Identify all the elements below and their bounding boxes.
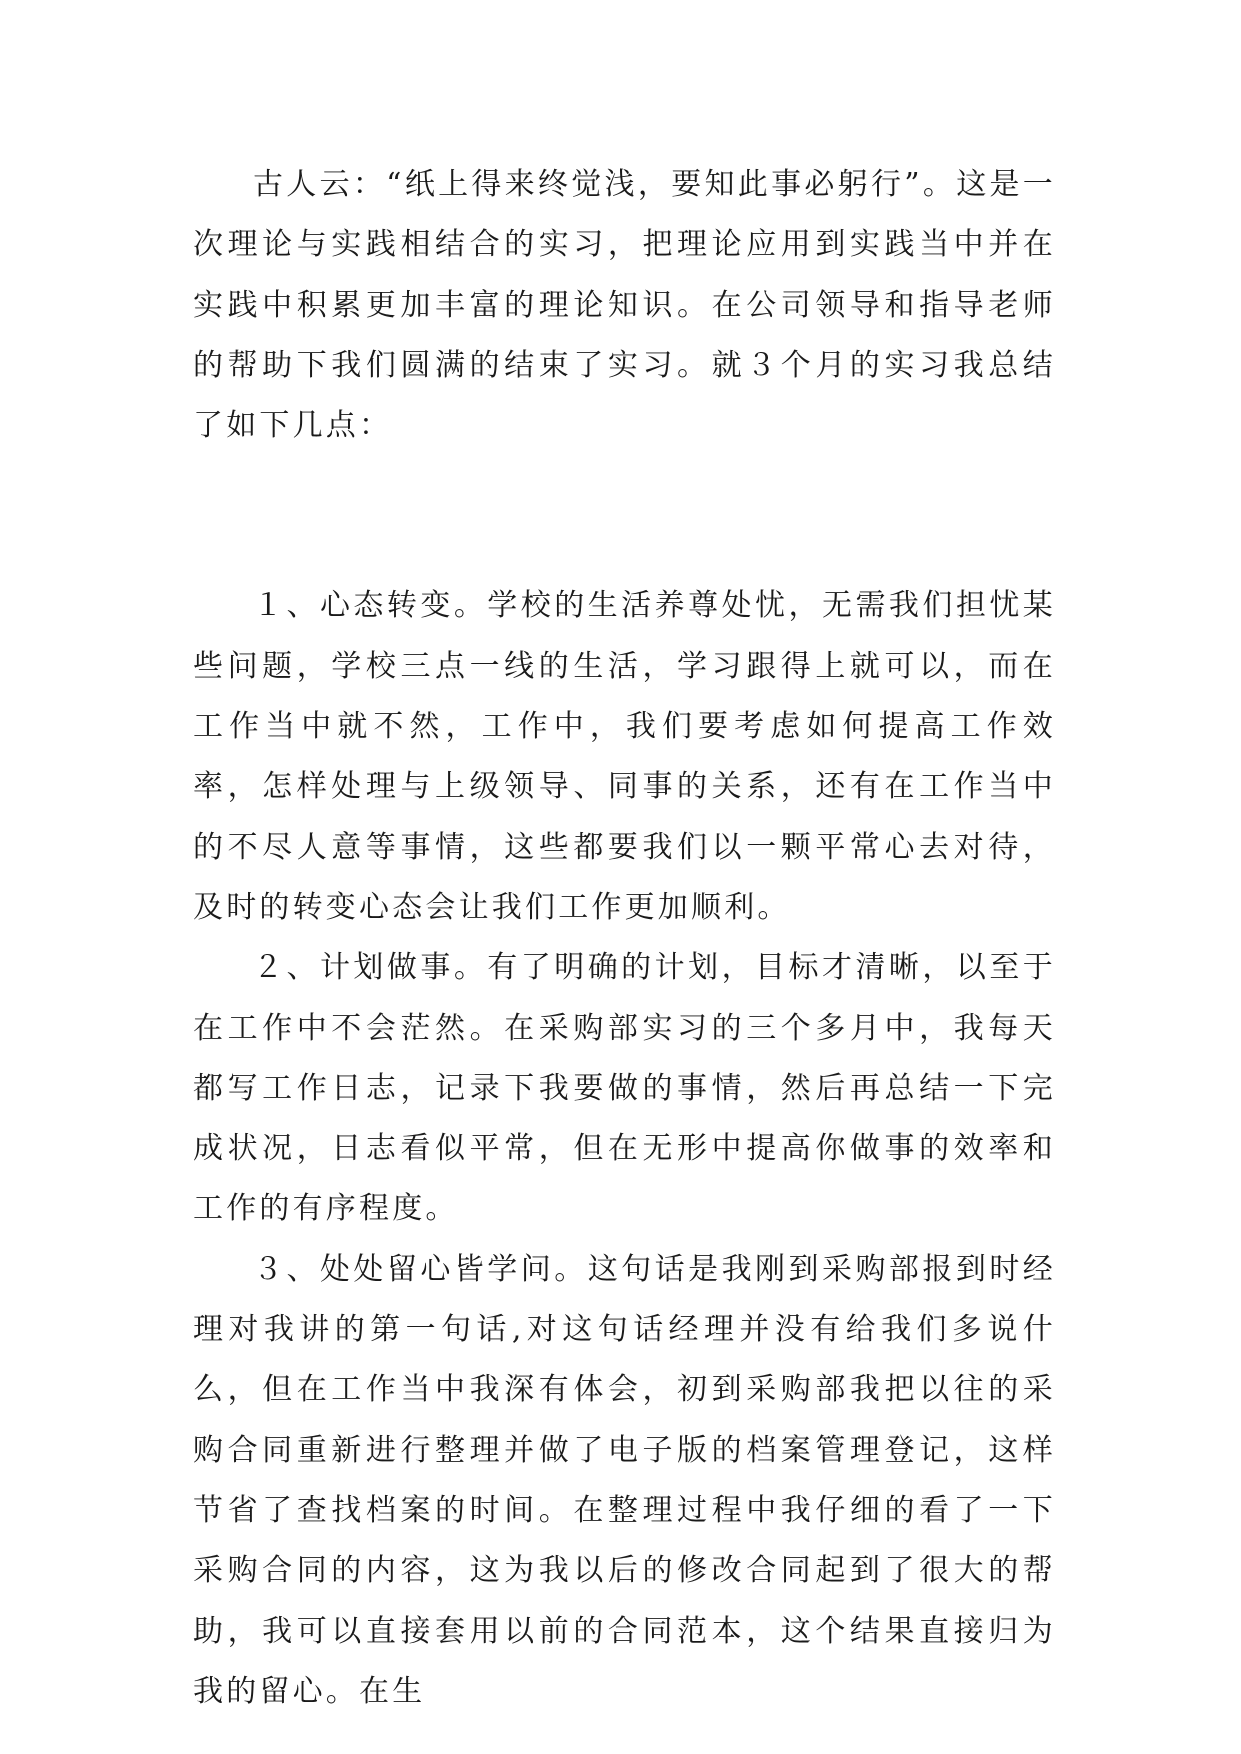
paragraph-spacer <box>193 456 1056 576</box>
document-body <box>193 155 1056 1722</box>
point-1-paragraph: １、心态转变。学校的生活养尊处忧，无需我们担忧某些问题，学校三点一线的生活，学习跟得上就可以，而在工作当中就不然，工作中，我们要考虑如何提高工作效率，怎样处理与上级领导、同事的关系，还有在工作当中的不尽人意等事情，这些都要我们以一颗平常心去对待，及时的转变心态会让我们工作更加顺利。 <box>193 588 1056 925</box>
point-2-paragraph: ２、计划做事。有了明确的计划，目标才清晰，以至于在工作中不会茫然。在采购部实习的三个多月中，我每天都写工作日志，记录下我要做的事情，然后再总结一下完成状况，日志看似平常，但在无形中提高你做事的效率和工作的有序程度。 <box>193 950 1056 1227</box>
point-3-paragraph: ３、处处留心皆学问。这句话是我刚到采购部报到时经理对我讲的第一句话,对这句话经理并没有给我们多说什么，但在工作当中我深有体会，初到采购部我把以往的采购合同重新进行整理并做了电子版的档案管理登记，这样节省了查找档案的时间。在整理过程中我仔细的看了一下采购合同的内容，这为我以后的修改合同起到了很大的帮助，我可以直接套用以前的合同范本，这个结果直接归为我的留心。在生 <box>193 1251 1056 1709</box>
intro-paragraph: 古人云：“纸上得来终觉浅，要知此事必躬行”。这是一次理论与实践相结合的实习，把理论应用到实践当中并在实践中积累更加丰富的理论知识。在公司领导和指导老师的帮助下我们圆满的结束了实习。就３个月的实习我总结了如下几点： <box>193 167 1056 444</box>
